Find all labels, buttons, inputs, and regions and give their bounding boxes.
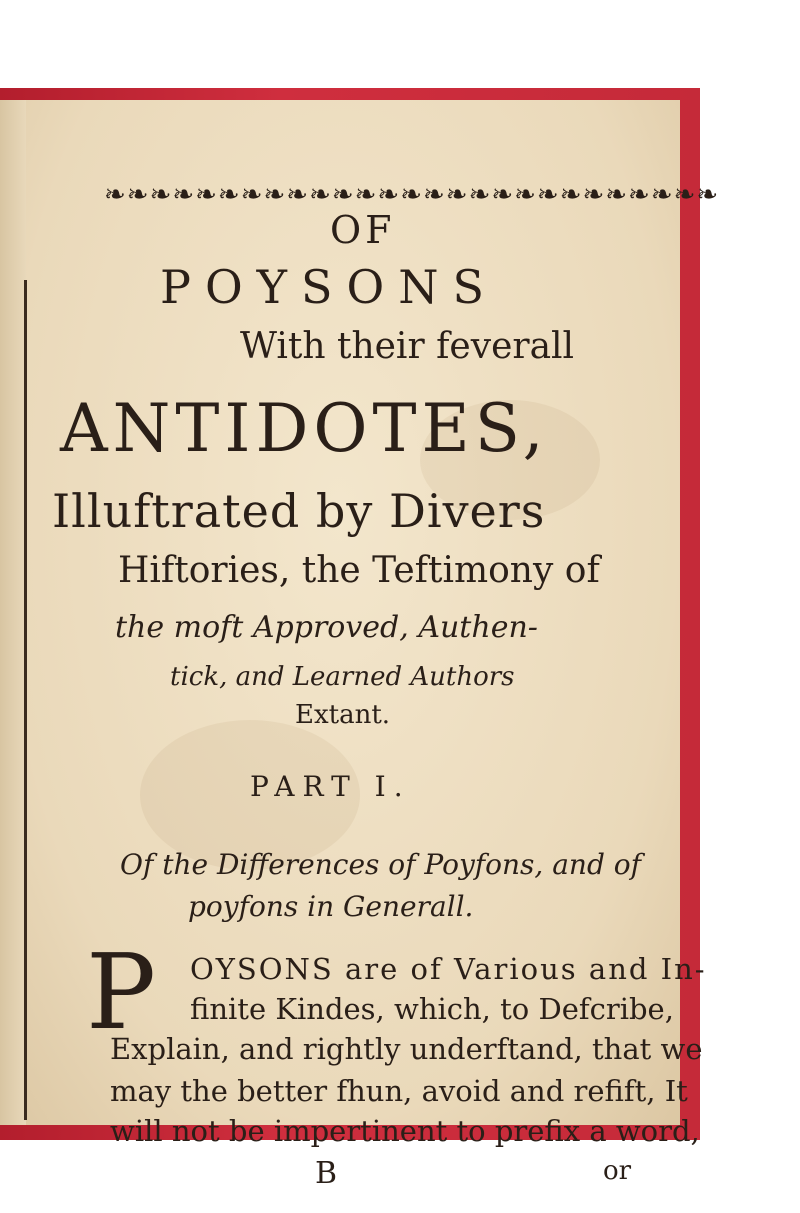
chapter-subtitle-line-1: Of the Differences of Poyfons, and of <box>120 848 641 881</box>
body-line-1: OYSONS are of Various and In- <box>190 952 707 986</box>
signature-mark: B <box>315 1156 338 1191</box>
ornament-row: ❧❧❧❧❧❧❧❧❧❧❧❧❧❧❧❧❧❧❧❧❧❧❧❧❧❧❧ <box>104 180 720 210</box>
title-illustrated: Illuftrated by Divers <box>52 484 546 538</box>
title-of: OF <box>330 208 396 252</box>
title-histories: Hiftories, the Teftimony of <box>118 550 600 591</box>
catchword: or <box>603 1156 632 1186</box>
drop-cap: P <box>86 931 156 1053</box>
body-line-2: finite Kindes, which, to Defcribe, <box>190 992 674 1026</box>
body-line-4: may the better fhun, avoid and refift, It <box>110 1074 688 1108</box>
book-page <box>0 100 720 1191</box>
part-heading: PART I. <box>250 770 411 803</box>
body-line-5: will not be impertinent to prefix a word, <box>110 1114 700 1148</box>
title-approved: the moft Approved, Authen- <box>115 610 538 645</box>
title-antidotes: ANTIDOTES, <box>60 390 549 467</box>
body-line-3: Explain, and rightly underftand, that we <box>110 1032 703 1066</box>
chapter-subtitle-line-2: poyfons in Generall. <box>188 890 474 923</box>
title-with: With their feverall <box>240 326 575 367</box>
title-poysons: POYSONS <box>160 260 499 314</box>
left-rule-line <box>24 280 27 1120</box>
page-gutter <box>0 100 26 1125</box>
title-extant: Extant. <box>295 700 391 730</box>
title-authors: tick, and Learned Authors <box>170 662 515 692</box>
